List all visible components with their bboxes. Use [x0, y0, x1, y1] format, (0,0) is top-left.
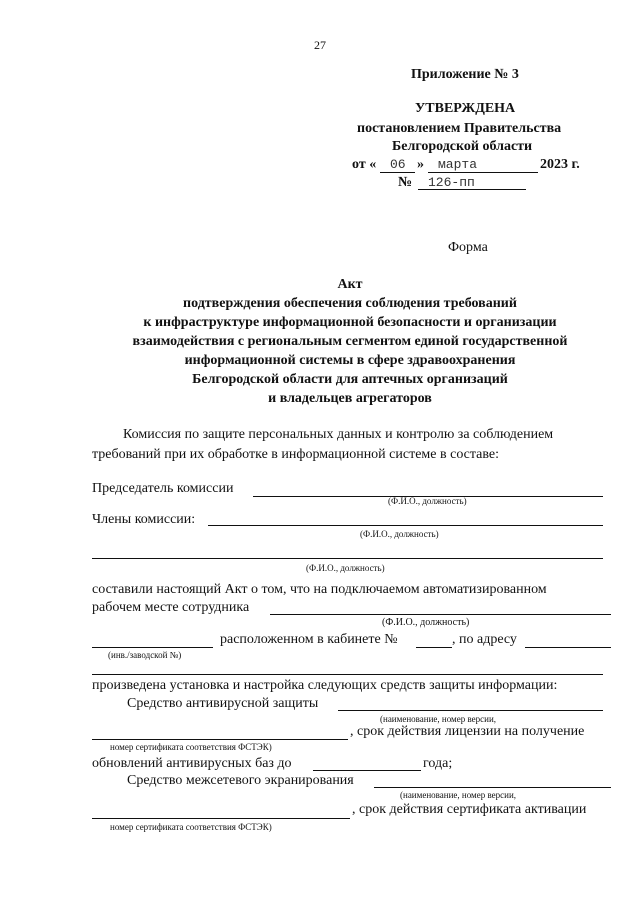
- date-month-line: [428, 172, 538, 173]
- act-title-line3: к инфраструктуре информационной безопасности и организации: [143, 315, 557, 330]
- date-mid: »: [417, 157, 424, 172]
- firewall-input-line[interactable]: [374, 787, 611, 788]
- inv-number-line[interactable]: [92, 647, 213, 648]
- act-title-line2: подтверждения обеспечения соблюдения требований: [183, 296, 517, 311]
- date-prefix: от «: [352, 157, 377, 172]
- act-title-line6: Белгородской области для аптечных организаций: [192, 372, 508, 387]
- members-input-line[interactable]: [208, 525, 603, 526]
- date-day: 06: [390, 157, 406, 172]
- approved-by-line2: Белгородской области: [392, 139, 533, 154]
- approved-by-line1: постановлением Правительства: [357, 121, 562, 136]
- employee-input-line[interactable]: [270, 614, 611, 615]
- members-label: Члены комиссии:: [92, 512, 196, 527]
- act-title-line7: и владельцев агрегаторов: [268, 391, 432, 406]
- updates-label: обновлений антивирусных баз до: [92, 756, 292, 771]
- license-term: , срок действия лицензии на получение: [350, 724, 585, 739]
- cabinet-label: расположенном в кабинете №: [220, 632, 398, 647]
- number-value: 126-пп: [428, 175, 475, 190]
- intro-line2: требований при их обработке в информационной системе в составе:: [92, 447, 500, 462]
- antivirus-input-line[interactable]: [338, 710, 603, 711]
- chair-hint: (Ф.И.О., должность): [388, 496, 467, 506]
- chair-label: Председатель комиссии: [92, 481, 234, 496]
- antivirus-cert-line[interactable]: [92, 739, 348, 740]
- year-word: года;: [423, 756, 453, 771]
- act-title-line4: взаимодействия с региональным сегментом единой государственной: [132, 334, 568, 349]
- employee-hint: (Ф.И.О., должность): [382, 617, 470, 628]
- address-input-line-2[interactable]: [92, 674, 603, 675]
- act-title: Акт: [337, 277, 363, 292]
- date-year: 2023 г.: [540, 157, 580, 172]
- form-label: Форма: [448, 240, 488, 255]
- appendix-label: Приложение № 3: [411, 67, 519, 82]
- antivirus-label: Средство антивирусной защиты: [127, 696, 319, 711]
- page-number: 27: [314, 38, 326, 52]
- firewall-cert-hint: номер сертификата соответствия ФСТЭК): [110, 822, 272, 832]
- address-label: , по адресу: [452, 632, 517, 647]
- act-line1: составили настоящий Акт о том, что на подключаемом автоматизированном: [92, 582, 547, 597]
- activation-term: , срок действия сертификата активации: [352, 802, 587, 817]
- firewall-cert-line[interactable]: [92, 818, 350, 819]
- updates-date-line[interactable]: [313, 770, 421, 771]
- number-line: [418, 189, 526, 190]
- firewall-label: Средство межсетевого экранирования: [127, 773, 354, 788]
- address-input-line[interactable]: [525, 647, 611, 648]
- date-month: марта: [438, 157, 478, 172]
- members-hint-2: (Ф.И.О., должность): [306, 563, 385, 573]
- intro-line1: Комиссия по защите персональных данных и контролю за соблюдением: [123, 427, 554, 442]
- antivirus-hint: (наименование, номер версии,: [380, 714, 497, 724]
- inv-hint: (инв./заводской №): [108, 650, 182, 660]
- antivirus-cert-hint: номер сертификата соответствия ФСТЭК): [110, 742, 272, 752]
- firewall-hint: (наименование, номер версии,: [400, 790, 517, 800]
- approved-label: УТВЕРЖДЕНА: [415, 101, 516, 116]
- cabinet-number-line[interactable]: [416, 647, 452, 648]
- number-prefix: №: [398, 175, 413, 190]
- act-title-line5: информационной системы в сфере здравоохранения: [184, 353, 516, 368]
- members-hint: (Ф.И.О., должность): [360, 529, 439, 539]
- act-line2: рабочем месте сотрудника: [92, 600, 250, 615]
- members-input-line-2[interactable]: [92, 558, 603, 559]
- installed-line: произведена установка и настройка следующих средств защиты информации:: [92, 678, 558, 693]
- date-day-line: [380, 172, 415, 173]
